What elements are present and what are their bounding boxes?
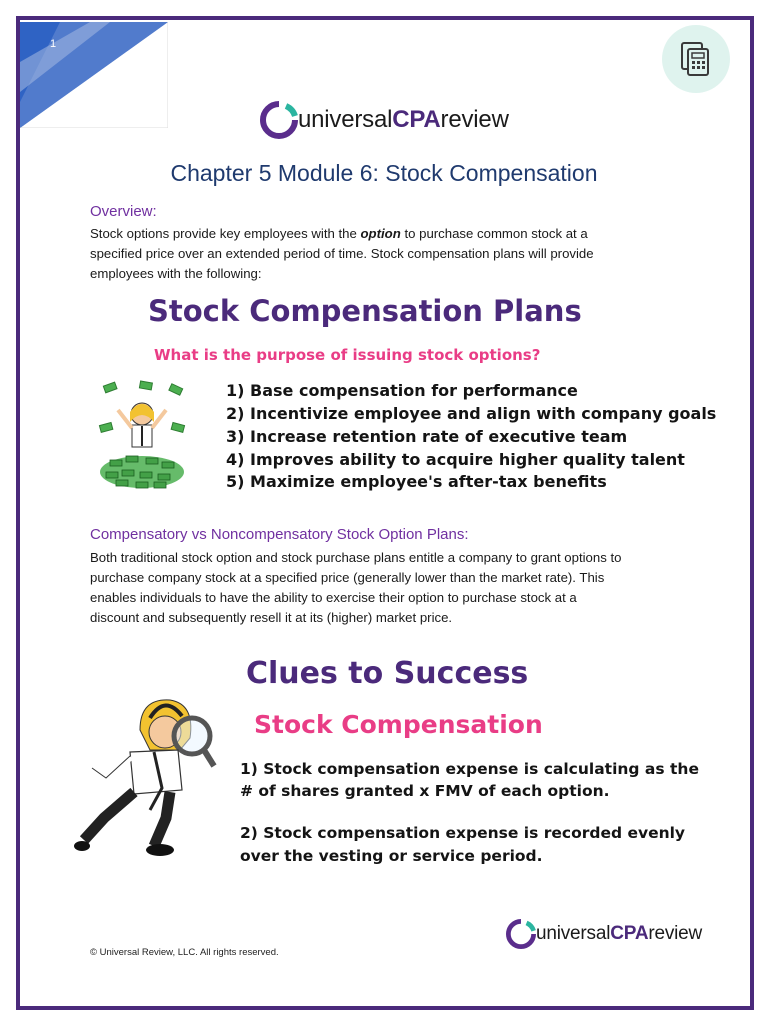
overview-heading: Overview: xyxy=(90,203,157,220)
copyright-notice: © Universal Review, LLC. All rights reserved. xyxy=(90,947,279,958)
ring-logo-icon xyxy=(260,100,298,140)
clues-subtitle: Stock Compensation xyxy=(254,710,543,739)
footer-logo-text: universalCPAreview xyxy=(536,923,703,944)
document-calculator-icon xyxy=(662,25,730,93)
footer-brand-logo xyxy=(506,918,702,950)
corner-decoration-icon xyxy=(20,22,168,128)
plans-title: Stock Compensation Plans xyxy=(148,294,582,328)
clues-line: # of shares granted x FMV of each option. xyxy=(240,782,610,800)
plans-item: 3) Increase retention rate of executive team xyxy=(226,427,628,446)
overview-paragraph: Stock options provide key employees with the option to purchase common stock at a specified price over an extended period of time. Stock compensation plans will provide employees with the following: xyxy=(90,226,594,281)
plans-item: 1) Base compensation for performance xyxy=(226,381,578,400)
compensatory-heading: Compensatory vs Noncompensatory Stock Option Plans: xyxy=(90,526,469,543)
clues-title: Clues to Success xyxy=(246,656,529,691)
plans-item: 4) Improves ability to acquire higher quality talent xyxy=(226,450,685,469)
plans-item: 2) Incentivize employee and align with company goals xyxy=(226,404,717,423)
woman-with-money-icon xyxy=(96,380,190,492)
page-number: 1 xyxy=(50,38,57,50)
clues-line: over the vesting or service period. xyxy=(240,847,543,865)
detective-with-magnifier-icon xyxy=(70,690,220,860)
compensatory-paragraph: Both traditional stock option and stock purchase plans entitle a company to grant options to purchase company stock at a specified price (generally lower than the market rate). This enables individuals to have the ability to exercise their option to purchase stock at a discount and subsequently resell it at its (higher) market price. xyxy=(90,550,622,625)
clues-line: 1) Stock compensation expense is calculating as the xyxy=(240,760,699,778)
logo-text: universalCPAreview xyxy=(298,106,509,133)
brand-logo xyxy=(260,100,509,140)
clues-line: 2) Stock compensation expense is recorded evenly xyxy=(240,824,686,842)
chapter-title: Chapter 5 Module 6: Stock Compensation xyxy=(170,160,598,186)
plans-subtitle: What is the purpose of issuing stock options? xyxy=(154,346,541,364)
ring-logo-icon xyxy=(506,918,536,950)
document-badge xyxy=(662,25,730,93)
plans-item: 5) Maximize employee's after-tax benefits xyxy=(226,472,607,491)
